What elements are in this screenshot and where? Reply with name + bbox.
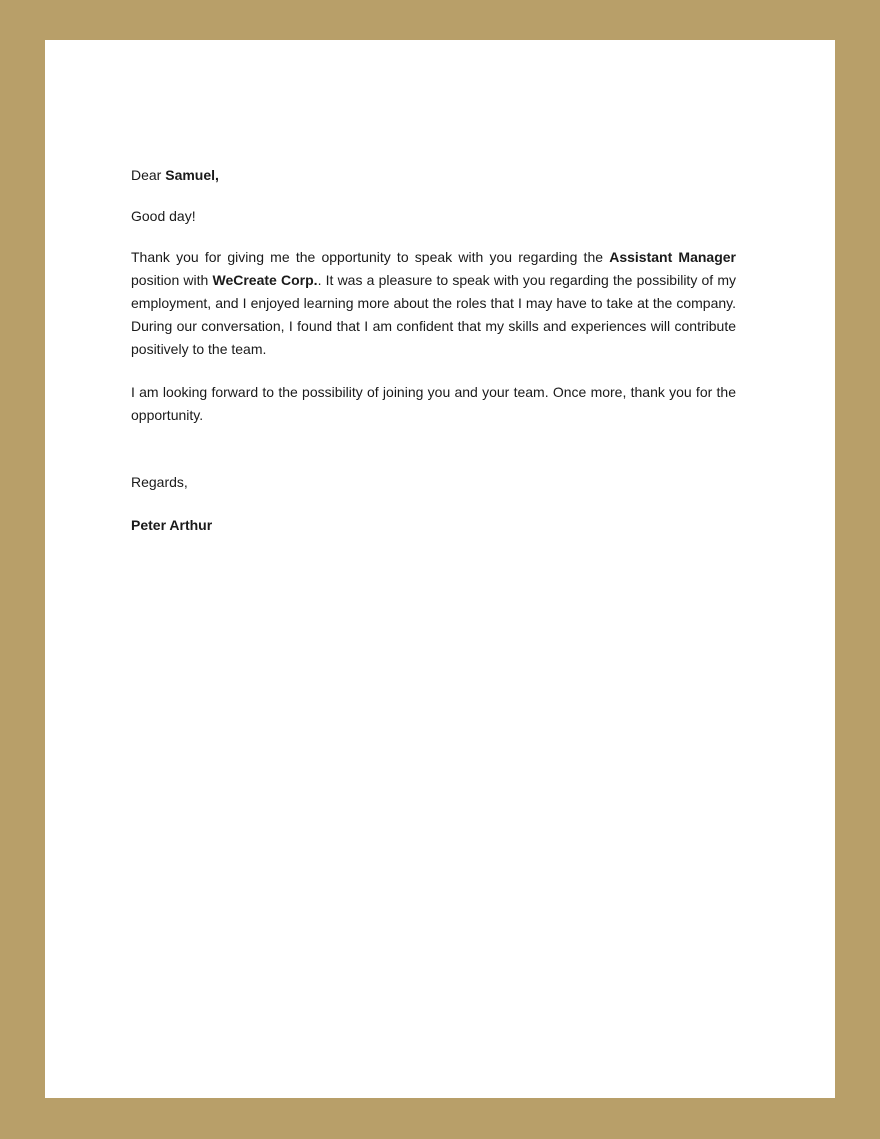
body-paragraph-1	[131, 246, 736, 361]
salutation	[131, 164, 736, 187]
paragraph-1-text-b: position with	[131, 272, 213, 288]
company-name: WeCreate Corp.	[212, 272, 318, 288]
paragraph-1-text-c: . It was a pleasure to speak with you regarding the possibility of my employment, and I enjoyed learning more about the roles that I may have to take at the company. During our conversation, I found that I am confident that my skills and experiences will contribute positively to the team.	[131, 272, 736, 357]
position-title: Assistant Manager	[609, 249, 737, 265]
letter-body	[131, 164, 736, 537]
closing: Regards,	[131, 474, 188, 490]
paragraph-1-text-a: Thank you for giving me the opportunity to speak with you regarding the	[131, 249, 610, 265]
salutation-prefix: Dear	[131, 167, 166, 183]
signature	[131, 514, 736, 537]
letter-page	[45, 40, 835, 1098]
signature-name: Peter Arthur	[131, 517, 213, 533]
greeting: Good day!	[131, 208, 196, 224]
recipient-name: Samuel,	[165, 167, 219, 183]
body-paragraph-2: I am looking forward to the possibility of joining you and your team. Once more, thank you for the opportunity.	[131, 384, 736, 423]
